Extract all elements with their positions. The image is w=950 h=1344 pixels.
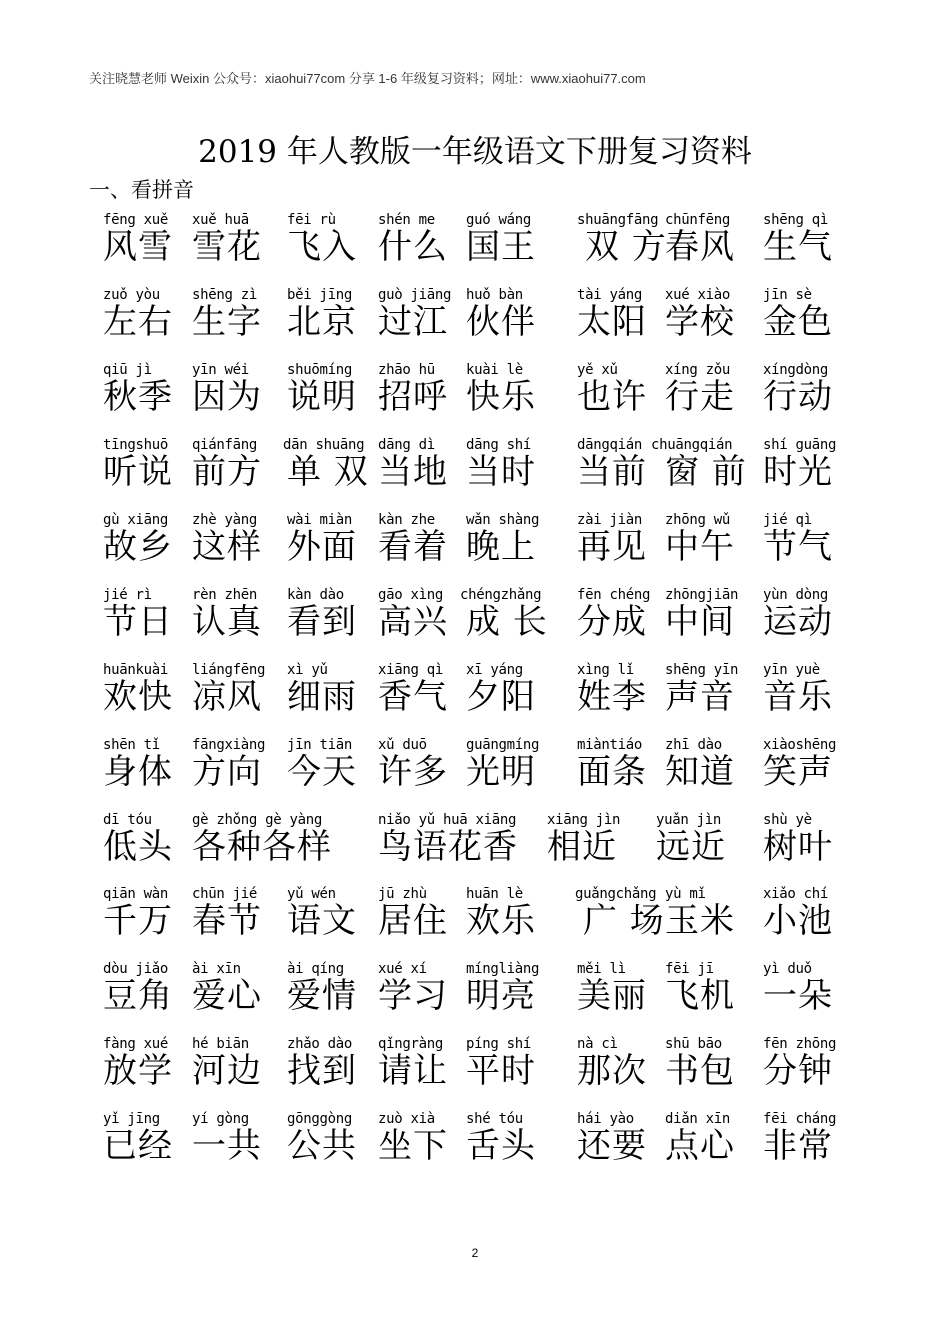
hanzi-word: 远近 (656, 827, 726, 867)
pinyin-label: huān lè (466, 886, 523, 902)
pinyin-label: shēng yīn (665, 662, 739, 678)
pinyin-label: hé biān (192, 1036, 249, 1052)
hanzi-word: 坐下 (378, 1126, 448, 1166)
hanzi-word: 已经 (103, 1126, 173, 1166)
hanzi-word: 书包 (665, 1051, 735, 1091)
hanzi-word: 再见 (577, 527, 647, 567)
pinyin-label: niǎo yǔ huā xiāng (378, 812, 517, 828)
hanzi-word: 分成 (577, 602, 647, 642)
pinyin-label: měi lì (577, 961, 626, 977)
pinyin-label: zhāo hū (378, 362, 435, 378)
pinyin-label: zài jiàn (577, 512, 643, 528)
hanzi-word: 当时 (466, 452, 536, 492)
hanzi-word: 飞机 (665, 976, 735, 1016)
hanzi-word: 低头 (103, 827, 173, 867)
hanzi-word: 秋季 (103, 377, 173, 417)
pinyin-label: zhǎo dào (287, 1036, 353, 1052)
hanzi-word: 放学 (103, 1051, 173, 1091)
hanzi-word: 夕阳 (466, 677, 536, 717)
hanzi-word: 各种各样 (192, 827, 332, 867)
pinyin-label: yě xǔ (577, 362, 618, 378)
pinyin-label: shēn tǐ (103, 737, 160, 753)
hanzi-word: 伙伴 (466, 302, 536, 342)
hanzi-word: 点心 (665, 1126, 735, 1166)
pinyin-label: tài yáng (577, 287, 643, 303)
pinyin-label: jié qì (763, 512, 812, 528)
hanzi-word: 看着 (378, 527, 448, 567)
hanzi-word: 生字 (192, 302, 262, 342)
hanzi-word: 生气 (763, 227, 833, 267)
word-row (0, 1111, 950, 1186)
hanzi-word: 广 场 (583, 901, 665, 941)
pinyin-label: xué xí (378, 961, 427, 977)
hanzi-word: 当前 (577, 452, 647, 492)
pinyin-label: xìng lǐ (577, 662, 634, 678)
hanzi-word: 行走 (665, 377, 735, 417)
pinyin-label: miàntiáo (577, 737, 643, 753)
pinyin-label: shé tóu (466, 1111, 523, 1127)
pinyin-label: chūn jié (192, 886, 258, 902)
pinyin-label: fēi rù (287, 212, 336, 228)
hanzi-word: 故乡 (103, 527, 173, 567)
hanzi-word: 豆角 (103, 976, 173, 1016)
pinyin-label: dān shuāng (283, 437, 365, 453)
pinyin-label: gōnggòng (287, 1111, 353, 1127)
pinyin-label: shuāngfāng (577, 212, 659, 228)
pinyin-label: nà cì (577, 1036, 618, 1052)
pinyin-label: xuě huā (192, 212, 249, 228)
hanzi-word: 外面 (287, 527, 357, 567)
hanzi-word: 音乐 (763, 677, 833, 717)
hanzi-word: 认真 (192, 602, 262, 642)
hanzi-word: 行动 (763, 377, 833, 417)
hanzi-word: 语文 (287, 901, 357, 941)
hanzi-word: 窗 前 (665, 452, 747, 492)
pinyin-label: fēn chéng (577, 587, 651, 603)
hanzi-word: 左右 (103, 302, 173, 342)
pinyin-label: yǔ wén (287, 886, 336, 902)
hanzi-word: 欢快 (103, 677, 173, 717)
hanzi-word: 树叶 (763, 827, 833, 867)
hanzi-word: 相近 (547, 827, 617, 867)
hanzi-word: 时光 (763, 452, 833, 492)
pinyin-label: fēng xuě (103, 212, 169, 228)
pinyin-label: běi jīng (287, 287, 353, 303)
hanzi-word: 金色 (763, 302, 833, 342)
hanzi-word: 这样 (192, 527, 262, 567)
pinyin-label: xiàoshēng (763, 737, 837, 753)
pinyin-label: zuò xià (378, 1111, 435, 1127)
pinyin-label: zhè yàng (192, 512, 258, 528)
hanzi-word: 明亮 (466, 976, 536, 1016)
hanzi-word: 节气 (763, 527, 833, 567)
hanzi-word: 身体 (103, 752, 173, 792)
hanzi-word: 那次 (577, 1051, 647, 1091)
hanzi-word: 前方 (192, 452, 262, 492)
pinyin-label: yuǎn jìn (656, 812, 722, 828)
pinyin-label: gè zhǒng gè yàng (192, 812, 323, 828)
pinyin-label: yīn wéi (192, 362, 249, 378)
hanzi-word: 当地 (378, 452, 448, 492)
pinyin-label: guāngmíng (466, 737, 540, 753)
pinyin-label: yùn dòng (763, 587, 829, 603)
hanzi-word: 中间 (665, 602, 735, 642)
hanzi-word: 双 方 (585, 227, 667, 267)
pinyin-label: rèn zhēn (192, 587, 258, 603)
pinyin-label: wài miàn (287, 512, 353, 528)
word-row (0, 662, 950, 737)
pinyin-label: guò jiāng (378, 287, 452, 303)
pinyin-label: kàn dào (287, 587, 344, 603)
hanzi-word: 平时 (466, 1051, 536, 1091)
hanzi-word: 居住 (378, 901, 448, 941)
pinyin-label: diǎn xīn (665, 1111, 731, 1127)
hanzi-word: 高兴 (378, 602, 448, 642)
pinyin-label: shí guāng (763, 437, 837, 453)
hanzi-word: 细雨 (287, 677, 357, 717)
hanzi-word: 中午 (665, 527, 735, 567)
hanzi-word: 知道 (665, 752, 735, 792)
pinyin-label: zhī dào (665, 737, 722, 753)
hanzi-word: 找到 (287, 1051, 357, 1091)
pinyin-label: qiān wàn (103, 886, 169, 902)
word-row (0, 587, 950, 662)
pinyin-label: yù mǐ (665, 886, 706, 902)
pinyin-label: shù yè (763, 812, 812, 828)
pinyin-label: qiánfāng (192, 437, 258, 453)
pinyin-label: kuài lè (466, 362, 523, 378)
hanzi-word: 春风 (665, 227, 735, 267)
word-row (0, 512, 950, 587)
pinyin-label: zhōng wǔ (665, 512, 731, 528)
pinyin-label: huǒ bàn (466, 287, 523, 303)
hanzi-word: 学习 (378, 976, 448, 1016)
hanzi-word: 风雪 (103, 227, 173, 267)
hanzi-word: 公共 (287, 1126, 357, 1166)
hanzi-word: 一朵 (763, 976, 833, 1016)
pinyin-label: chūnfēng (665, 212, 731, 228)
pinyin-label: dāng dì (378, 437, 435, 453)
word-row (0, 961, 950, 1036)
pinyin-label: fēn zhōng (763, 1036, 837, 1052)
pinyin-label: shuōmíng (287, 362, 353, 378)
word-row (0, 886, 950, 961)
hanzi-word: 北京 (287, 302, 357, 342)
pinyin-label: dāngqián (577, 437, 643, 453)
hanzi-word: 舌头 (466, 1126, 536, 1166)
pinyin-label: kàn zhe (378, 512, 435, 528)
pinyin-label: dòu jiǎo (103, 961, 169, 977)
pinyin-label: gāo xìng (378, 587, 444, 603)
hanzi-word: 玉米 (665, 901, 735, 941)
pinyin-label: xì yǔ (287, 662, 328, 678)
hanzi-word: 节日 (103, 602, 173, 642)
hanzi-word: 千万 (103, 901, 173, 941)
word-row (0, 1036, 950, 1111)
pinyin-label: xǔ duō (378, 737, 427, 753)
hanzi-word: 面条 (577, 752, 647, 792)
pinyin-label: ài xīn (192, 961, 241, 977)
pinyin-label: zhōngjiān (665, 587, 739, 603)
hanzi-word: 还要 (577, 1126, 647, 1166)
hanzi-word: 国王 (466, 227, 536, 267)
section-heading: 一、看拼音 (89, 178, 194, 202)
hanzi-word: 鸟语花香 (378, 827, 518, 867)
hanzi-word: 声音 (665, 677, 735, 717)
hanzi-word: 说明 (287, 377, 357, 417)
word-row (0, 812, 950, 887)
hanzi-word: 什么 (378, 227, 448, 267)
hanzi-word: 成 长 (466, 602, 548, 642)
pinyin-label: xíng zǒu (665, 362, 731, 378)
hanzi-word: 香气 (378, 677, 448, 717)
pinyin-label: xiǎo chí (763, 886, 829, 902)
pinyin-label: guǎngchǎng (575, 886, 657, 902)
pinyin-label: míngliàng (466, 961, 540, 977)
hanzi-word: 春节 (192, 901, 262, 941)
hanzi-word: 雪花 (192, 227, 262, 267)
pinyin-label: guó wáng (466, 212, 532, 228)
hanzi-word: 看到 (287, 602, 357, 642)
pinyin-label: huānkuài (103, 662, 169, 678)
pinyin-label: gù xiāng (103, 512, 169, 528)
pinyin-label: xué xiào (665, 287, 731, 303)
hanzi-word: 请让 (378, 1051, 448, 1091)
hanzi-word: 非常 (763, 1126, 833, 1166)
pinyin-label: wǎn shàng (466, 512, 540, 528)
hanzi-word: 方向 (192, 752, 262, 792)
pinyin-label: fēi jī (665, 961, 714, 977)
hanzi-word: 因为 (192, 377, 262, 417)
page-number: 2 (471, 1246, 479, 1260)
word-row (0, 212, 950, 287)
hanzi-word: 小池 (763, 901, 833, 941)
word-row (0, 362, 950, 437)
hanzi-word: 单 双 (287, 452, 369, 492)
word-row (0, 287, 950, 362)
pinyin-label: shēng zì (192, 287, 258, 303)
hanzi-word: 笑声 (763, 752, 833, 792)
pinyin-label: chéngzhǎng (460, 587, 542, 603)
pinyin-label: xiāng jìn (547, 812, 621, 828)
hanzi-word: 河边 (192, 1051, 262, 1091)
pinyin-label: liángfēng (192, 662, 266, 678)
pinyin-label: qǐngràng (378, 1036, 444, 1052)
hanzi-word: 快乐 (466, 377, 536, 417)
hanzi-word: 光明 (466, 752, 536, 792)
pinyin-label: xiāng qì (378, 662, 444, 678)
pinyin-label: shēng qì (763, 212, 829, 228)
hanzi-word: 凉风 (192, 677, 262, 717)
pinyin-label: shén me (378, 212, 435, 228)
hanzi-word: 爱心 (192, 976, 262, 1016)
pinyin-label: yǐ jīng (103, 1111, 160, 1127)
pinyin-label: zuǒ yòu (103, 287, 160, 303)
pinyin-label: dī tóu (103, 812, 152, 828)
hanzi-word: 晚上 (466, 527, 536, 567)
hanzi-word: 过江 (378, 302, 448, 342)
word-row (0, 437, 950, 512)
pinyin-label: fēi cháng (763, 1111, 837, 1127)
pinyin-label: ài qíng (287, 961, 344, 977)
pinyin-label: jīn sè (763, 287, 812, 303)
hanzi-word: 姓李 (577, 677, 647, 717)
pinyin-label: xíngdòng (763, 362, 829, 378)
hanzi-word: 运动 (763, 602, 833, 642)
hanzi-word: 爱情 (287, 976, 357, 1016)
hanzi-word: 招呼 (378, 377, 448, 417)
pinyin-label: fàng xué (103, 1036, 169, 1052)
pinyin-label: shū bāo (665, 1036, 722, 1052)
pinyin-label: qiū jì (103, 362, 152, 378)
pinyin-label: yì duǒ (763, 961, 812, 977)
hanzi-word: 飞入 (287, 227, 357, 267)
hanzi-word: 一共 (192, 1126, 262, 1166)
pinyin-label: yīn yuè (763, 662, 820, 678)
pinyin-label: píng shí (466, 1036, 532, 1052)
pinyin-label: dāng shí (466, 437, 532, 453)
pinyin-label: chuāngqián (651, 437, 733, 453)
word-row (0, 737, 950, 812)
pinyin-label: jū zhù (378, 886, 427, 902)
pinyin-label: jīn tiān (287, 737, 353, 753)
hanzi-word: 分钟 (763, 1051, 833, 1091)
pinyin-label: jié rì (103, 587, 152, 603)
hanzi-word: 许多 (378, 752, 448, 792)
hanzi-word: 太阳 (577, 302, 647, 342)
hanzi-word: 美丽 (577, 976, 647, 1016)
pinyin-label: yí gòng (192, 1111, 249, 1127)
hanzi-word: 听说 (103, 452, 173, 492)
hanzi-word: 欢乐 (466, 901, 536, 941)
hanzi-word: 学校 (665, 302, 735, 342)
pinyin-label: tīngshuō (103, 437, 169, 453)
pinyin-label: xī yáng (466, 662, 523, 678)
header-note: 关注晓慧老师 Weixin 公众号：xiaohui77com 分享 1-6 年级复习资料；网址：www.xiaohui77.com (89, 71, 646, 86)
pinyin-label: fāngxiàng (192, 737, 266, 753)
hanzi-word: 今天 (287, 752, 357, 792)
page-title: 2019 年人教版一年级语文下册复习资料 (198, 134, 752, 170)
hanzi-word: 也许 (577, 377, 647, 417)
pinyin-label: hái yào (577, 1111, 634, 1127)
